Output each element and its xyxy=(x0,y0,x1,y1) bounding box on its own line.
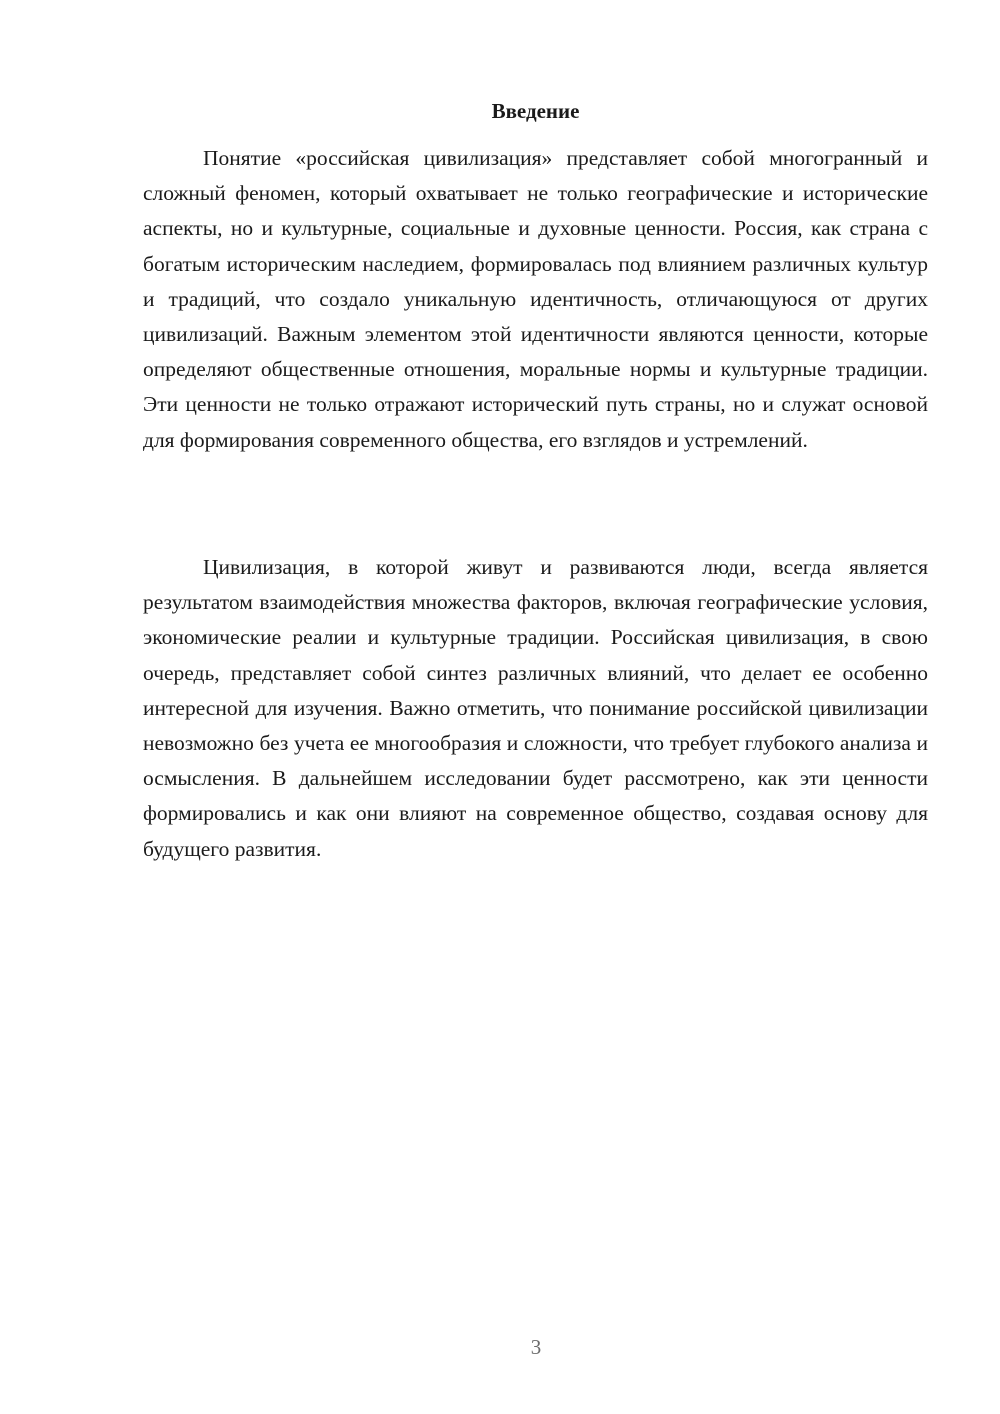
page-number: 3 xyxy=(530,1335,542,1359)
paragraph-intro: Понятие «российская цивилизация» представляет собой многогранный и сложный феномен, который охватывает не только географические и исторические аспекты, но и культурные, социальные и духовные ценности. Россия, как страна с богатым историческим наследием, формировалась под влиянием различных культур и традиций, что создало уникальную идентичность, отличающуюся от других цивилизаций. Важным элементом этой идентичности являются ценности, которые определяют общественные отношения, моральные нормы и культурные традиции. Эти ценности не только отражают исторический путь страны, но и служат основой для формирования современного общества, его взглядов и устремлений. xyxy=(143,146,928,452)
paragraph-civilization: Цивилизация, в которой живут и развиваются люди, всегда является результатом взаимодействия множества факторов, включая географические условия, экономические реалии и культурные традиции. Российская цивилизация, в свою очередь, представляет собой синтез различных влияний, что делает ее особенно интересной для изучения. Важно отметить, что понимание российской цивилизации невозможно без учета ее многообразия и сложности, что требует глубокого анализа и осмысления. В дальнейшем исследовании будет рассмотрено, как эти ценности формировались и как они влияют на современное общество, создавая основу для будущего развития. xyxy=(143,555,928,861)
section-heading: Введение xyxy=(491,99,580,123)
